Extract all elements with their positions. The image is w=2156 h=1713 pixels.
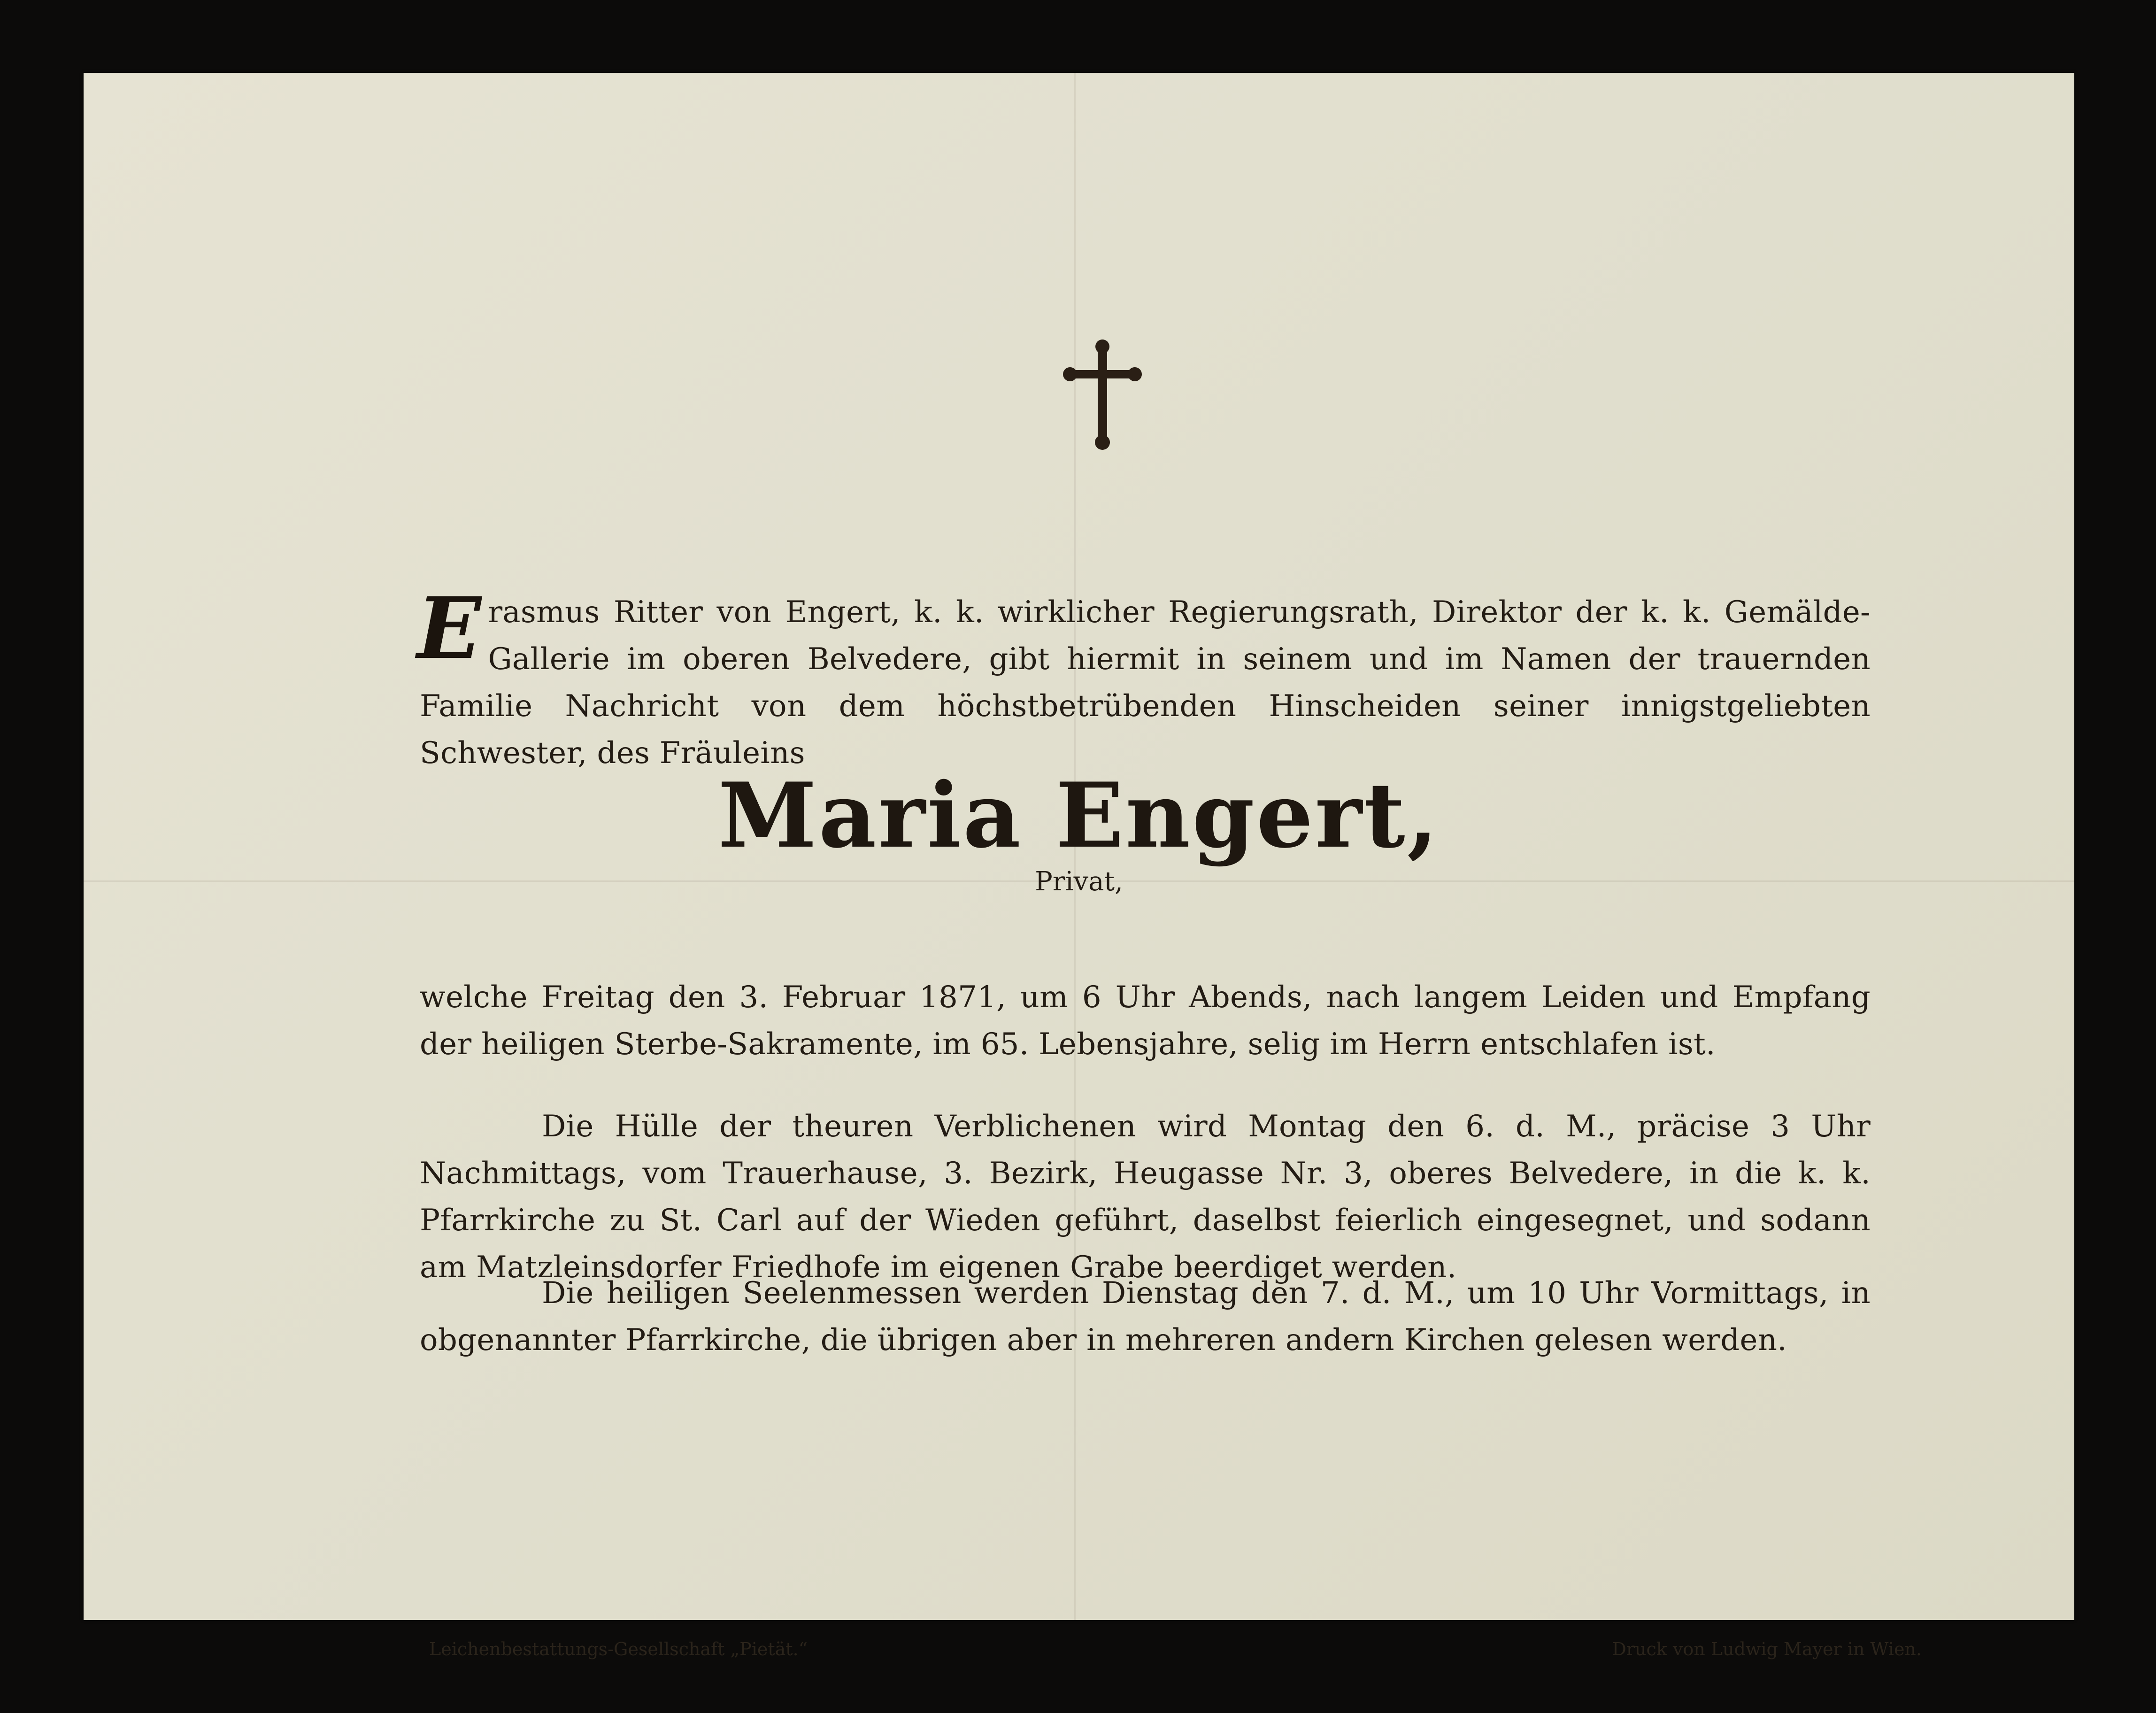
printer-credit: Druck von Ludwig Mayer in Wien.: [1612, 1639, 1922, 1659]
death-paragraph: welche Freitag den 3. Februar 1871, um 6 Uhr Abends, nach langem Leiden und Empfang der heiligen Sterbe-Sakramente, im 65. Lebensjahre, selig im Herrn entschlafen ist.: [420, 980, 1871, 1062]
intro-text: rasmus Ritter von Engert, k. k. wirklicher Regierungsrath, Direktor der k. k. Gemälde-Gallerie im oberen Belvedere, gibt hiermit in seinem und im Namen der trauernden Familie Nachricht von dem höchstbetrübenden Hinscheiden seiner innigstgeliebten Schwester, des Fräuleins: [420, 595, 1871, 771]
intro-paragraph: [417, 579, 1871, 777]
mass-paragraph: Die heiligen Seelenmessen werden Dienstag den 7. d. M., um 10 Uhr Vormittags, in obgenannter Pfarrkirche, die übrigen aber in mehreren andern Kirchen gelesen werden.: [420, 1276, 1871, 1358]
cross-icon: [1063, 338, 1142, 451]
deceased-name: Maria Engert,: [718, 763, 1440, 868]
notice-sheet: [84, 73, 2074, 1659]
deceased-title: Privat,: [1035, 866, 1123, 897]
undertaker-credit: Leichenbestattungs-Gesellschaft „Pietät.“: [429, 1639, 808, 1659]
drop-cap: E: [417, 579, 482, 678]
funeral-paragraph: Die Hülle der theuren Verblichenen wird Montag den 6. d. M., präcise 3 Uhr Nachmittags, vom Trauerhause, 3. Bezirk, Heugasse Nr. 3, oberes Belvedere, in die k. k. Pfarrkirche zu St. Carl auf der Wieden geführt, daselbst feierlich eingesegnet, und sodann am Matzleinsdorfer Friedhofe im eigenen Grabe beerdiget werden.: [420, 1109, 1871, 1285]
